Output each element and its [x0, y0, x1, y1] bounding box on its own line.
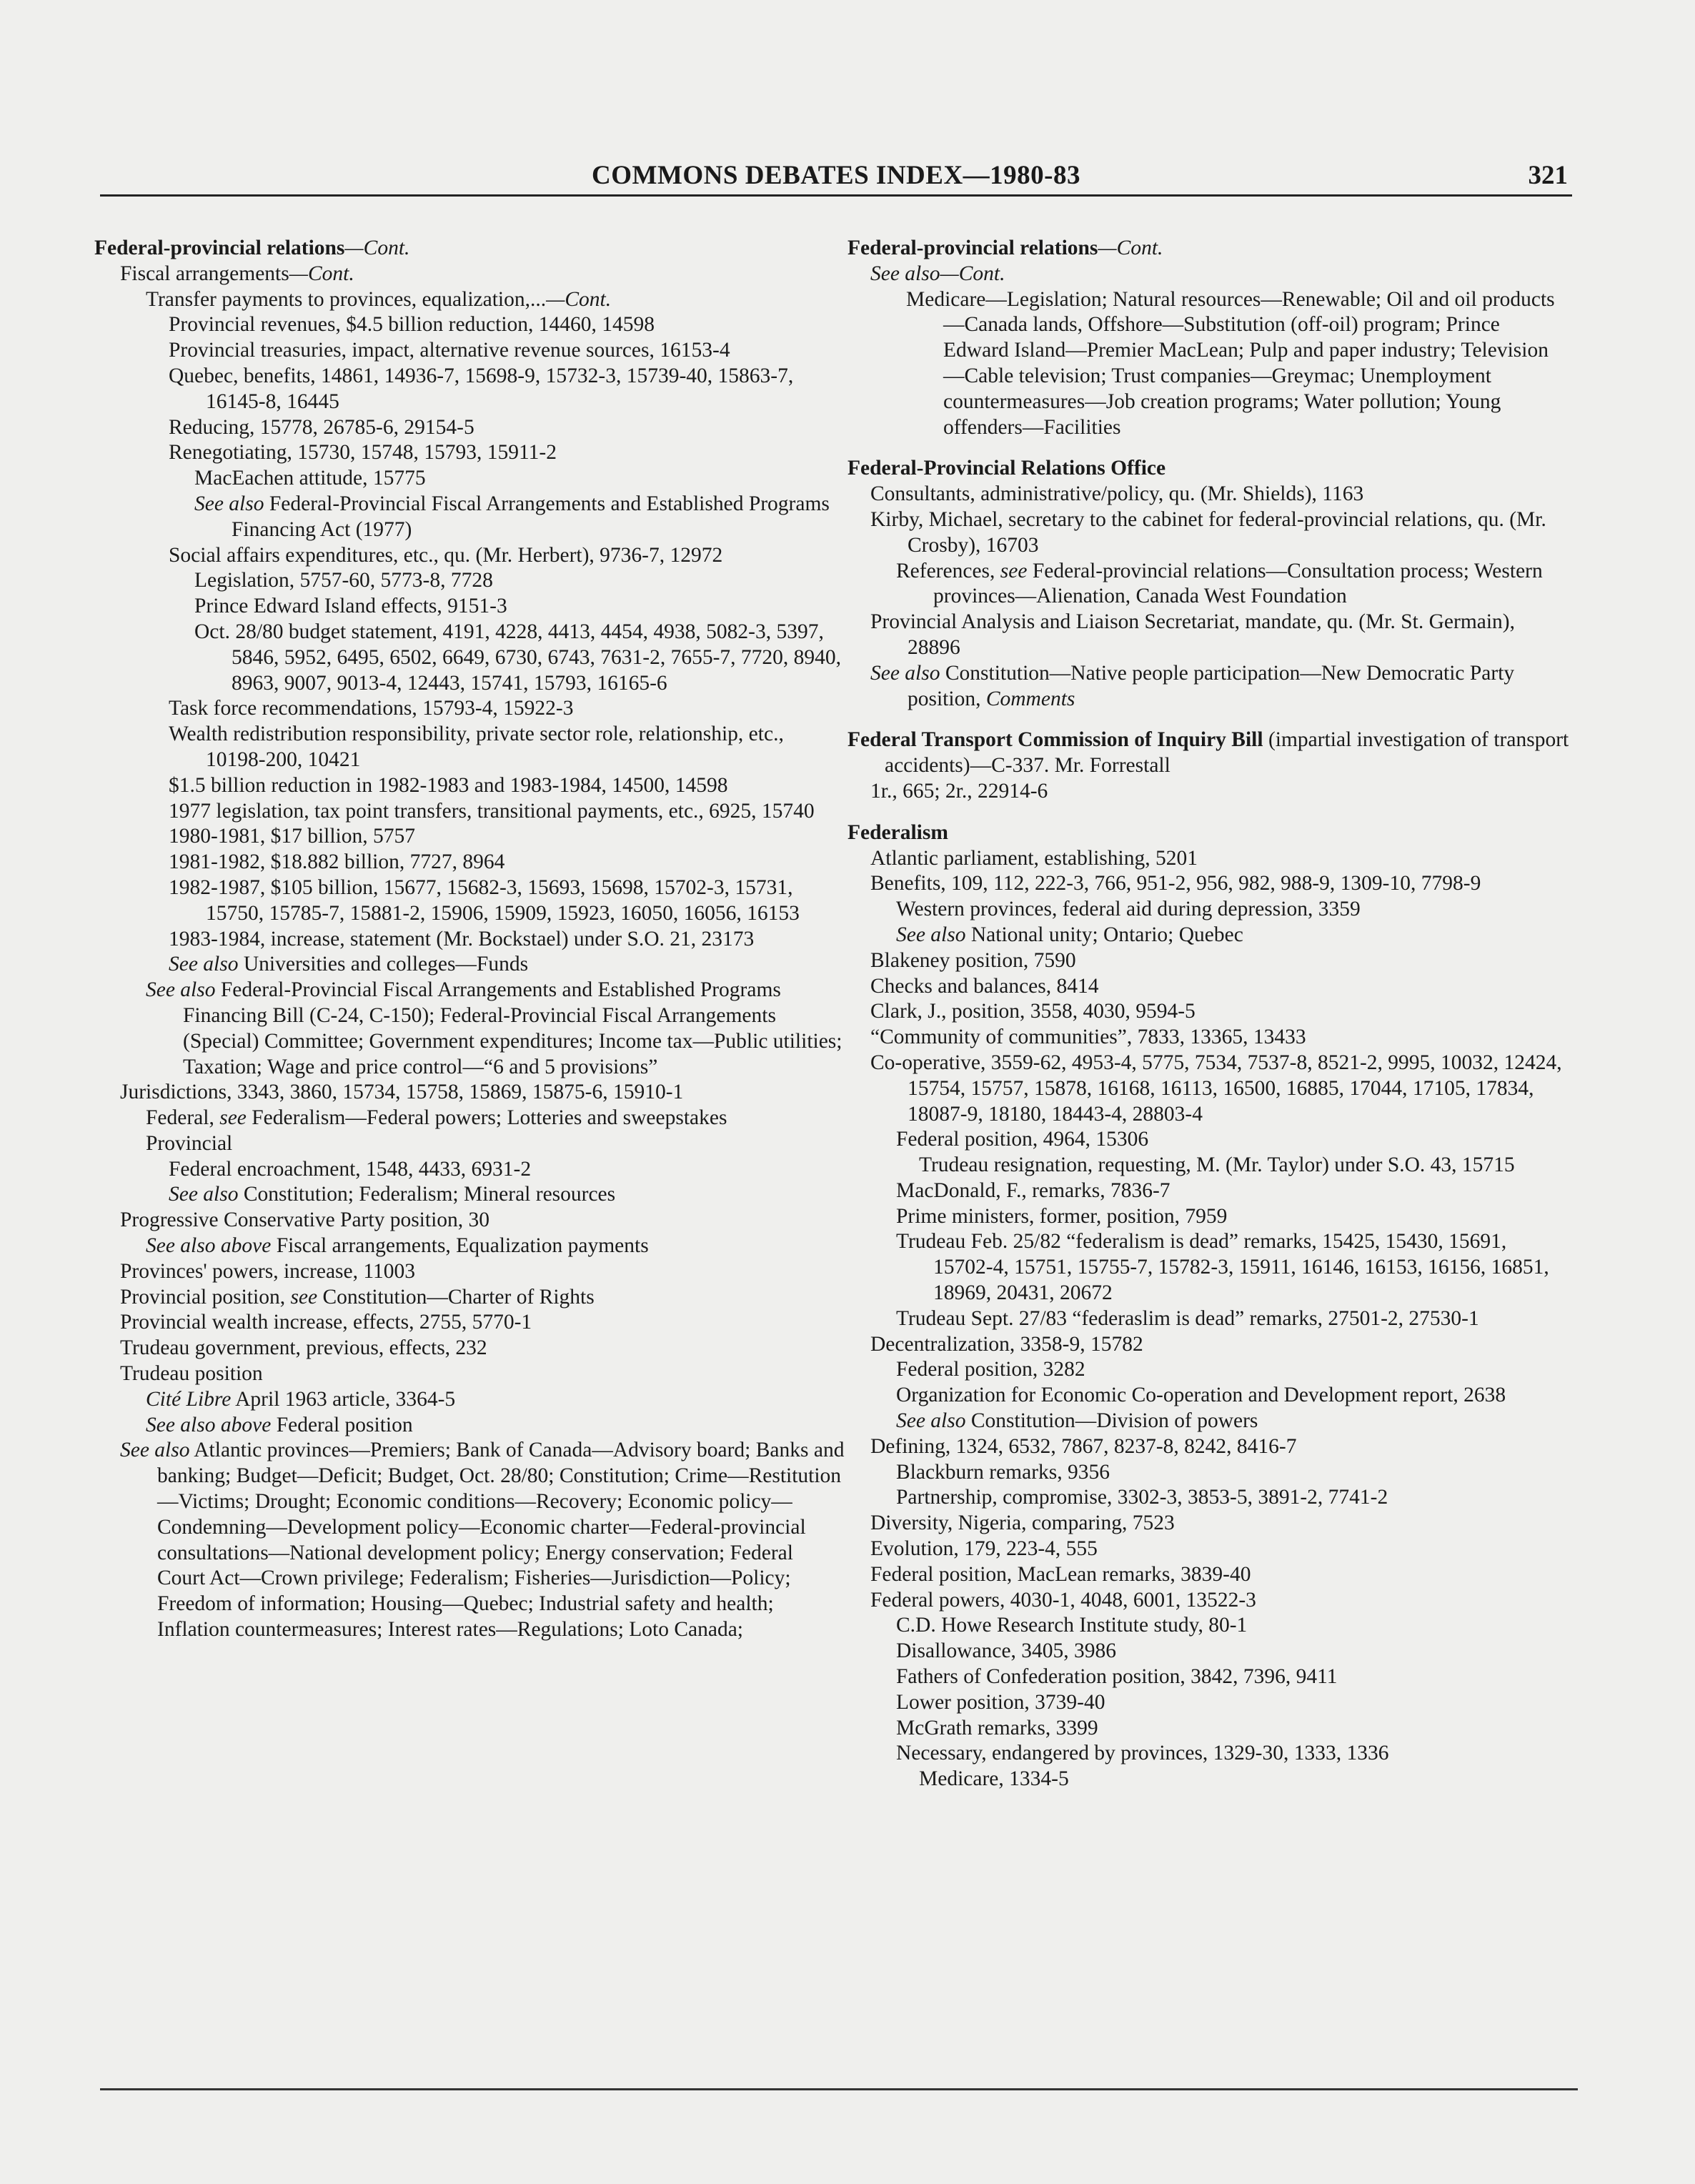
entry-text: Federal position [271, 1413, 413, 1436]
index-entry [94, 466, 845, 492]
heading-text: Federal-provincial relations [94, 237, 345, 259]
index-entry [848, 1357, 1569, 1383]
index-entry [848, 1639, 1569, 1664]
entry-text: Medicare—Legislation; Natural resources—Renewable; Oil and oil products—Canada lands, Offshore—Substitution (off-oil) program; Prince Edward Island—Premier MacLean; Pulp and paper industry; Television—Cable television; Trust companies—Greymac; Unemployment countermeasures—Job creation programs; Water pollution; Young offenders—Facilities [906, 287, 1555, 439]
entry-text: Trudeau position [120, 1362, 263, 1386]
entry-text: Consultants, administrative/policy, qu. (Mr. Shields), 1163 [870, 482, 1364, 506]
footer-rule [100, 2088, 1578, 2090]
index-entry [848, 1434, 1569, 1460]
index-entry [94, 722, 845, 773]
page-header [100, 159, 1572, 197]
entry-text: Partnership, compromise, 3302-3, 3853-5, 3891-2, 7741-2 [896, 1486, 1388, 1509]
entry-text: Federal-Provincial Fiscal Arrangements and Established Programs Financing Bill (C-24, C-150); Federal-Provincial Fiscal Arrangements (Special) Committee; Government expenditures; Income tax—Public utilities; Taxation; Wage and price control—“6 and 5 provisions” [183, 978, 842, 1078]
index-entry [848, 1562, 1569, 1588]
index-entry [94, 978, 845, 1080]
continued-label: —Cont. [940, 262, 1005, 285]
index-entry [94, 1361, 845, 1387]
entry-text: Provincial wealth increase, effects, 2755, 5770-1 [120, 1311, 532, 1334]
index-entry [94, 1259, 845, 1285]
cross-ref-label: See also [870, 262, 940, 285]
entry-text: Constitution; Federalism; Mineral resources [238, 1183, 616, 1206]
cross-ref-label: See also [896, 1409, 966, 1433]
entry-text: C.D. Howe Research Institute study, 80-1 [896, 1614, 1248, 1637]
entry-text: Kirby, Michael, secretary to the cabinet for federal-provincial relations, qu. (Mr. Crosby), 16703 [870, 507, 1546, 557]
index-entry [848, 1588, 1569, 1614]
entry-text: Oct. 28/80 budget statement, 4191, 4228, 4413, 4454, 4938, 5082-3, 5397, 5846, 5952, 6495, 6502, 6649, 6730, 6743, 7631-2, 7655-7, 7720, 8940, 8963, 9007, 9013-4, 12443, 15741, 15793, 16165-6 [194, 620, 842, 695]
index-entry [94, 287, 845, 313]
entry-text: Legislation, 5757-60, 5773-8, 7728 [194, 569, 493, 592]
index-entry [94, 799, 845, 825]
cross-ref-label: See also [169, 953, 239, 976]
entry-text: National unity; Ontario; Quebec [965, 923, 1243, 946]
entry-text: Provincial position, [120, 1285, 291, 1309]
index-entry [848, 287, 1569, 441]
entry-text: Task force recommendations, 15793-4, 15922-3 [169, 697, 574, 720]
cross-ref-label: See also above [146, 1234, 272, 1258]
index-heading [848, 236, 1569, 262]
index-entry [848, 1409, 1569, 1434]
heading-text: Federalism [848, 820, 948, 844]
continued-label: —Cont. [1098, 237, 1163, 259]
index-entry [848, 871, 1569, 897]
entry-text: Social affairs expenditures, etc., qu. (Mr. Herbert), 9736-7, 12972 [169, 543, 723, 567]
italic-ref: Comments [985, 687, 1075, 710]
entry-text: Blackburn remarks, 9356 [896, 1460, 1110, 1484]
index-entry [94, 364, 845, 415]
index-entry [94, 568, 845, 594]
entry-text: Federal position, MacLean remarks, 3839-40 [870, 1562, 1251, 1586]
entry-text-cont: (impartial investigation of transport accidents)—C-337. Mr. Forrestall [885, 728, 1569, 778]
entry-text: Progressive Conservative Party position, 30 [120, 1208, 490, 1232]
see-label: see [1000, 559, 1028, 582]
cross-ref-label: Cité Libre [146, 1387, 232, 1411]
entry-text-cont: Constitution—Charter of Rights [317, 1285, 595, 1309]
heading-text: Federal-provincial relations [848, 237, 1098, 259]
entry-text: Fiscal arrangements, Equalization payments [271, 1234, 649, 1258]
page-number: 321 [1528, 161, 1568, 190]
index-entry [848, 1767, 1569, 1792]
index-entry [848, 610, 1569, 661]
index-entry [94, 1208, 845, 1234]
entry-text: Clark, J., position, 3558, 4030, 9594-5 [870, 1000, 1196, 1023]
continued-label: —Cont. [289, 262, 354, 285]
index-entry [848, 559, 1569, 610]
index-entry [94, 1234, 845, 1259]
index-entry [848, 1690, 1569, 1716]
see-label: see [290, 1285, 318, 1309]
see-label: see [219, 1106, 247, 1130]
entry-text: Diversity, Nigeria, comparing, 7523 [870, 1512, 1175, 1535]
entry-text: Decentralization, 3358-9, 15782 [870, 1332, 1143, 1356]
entry-text: Atlantic parliament, establishing, 5201 [870, 846, 1198, 870]
entry-text: Organization for Economic Co-operation and Development report, 2638 [896, 1384, 1506, 1407]
entry-text: 1982-1987, $105 billion, 15677, 15682-3, 15693, 15698, 15702-3, 15731, 15750, 15785-7, 15881-2, 15906, 15909, 15923, 16050, 16056, 16153 [169, 875, 800, 925]
index-heading [848, 456, 1569, 482]
entry-text: Trudeau government, previous, effects, 232 [120, 1336, 487, 1360]
index-entry [94, 1106, 845, 1131]
entry-text: Trudeau resignation, requesting, M. (Mr. Taylor) under S.O. 43, 15715 [919, 1153, 1515, 1177]
entry-text: Benefits, 109, 112, 222-3, 766, 951-2, 956, 982, 988-9, 1309-10, 7798-9 [870, 872, 1481, 895]
entry-text: Transfer payments to provinces, equalization,... [146, 287, 547, 311]
index-entry [848, 1178, 1569, 1204]
entry-text: Federal position, 3282 [896, 1358, 1085, 1381]
entry-text: Provincial [146, 1131, 233, 1155]
entry-text: Wealth redistribution responsibility, private sector role, relationship, etc., 10198-200, 10421 [169, 723, 784, 771]
entry-text: Provincial treasuries, impact, alternative revenue sources, 16153-4 [169, 339, 730, 362]
entry-text: 1r., 665; 2r., 22914-6 [870, 779, 1048, 803]
running-title: COMMONS DEBATES INDEX—1980-83 [592, 161, 1080, 190]
cross-ref-label: See also [169, 1183, 239, 1206]
index-entry [94, 440, 845, 466]
entry-text: References, [896, 559, 1000, 582]
entry-text: Provincial revenues, $4.5 billion reduction, 14460, 14598 [169, 313, 655, 337]
index-heading [94, 236, 845, 262]
index-entry [848, 846, 1569, 872]
entry-text: Blakeney position, 7590 [870, 948, 1076, 972]
entry-text: Medicare, 1334-5 [919, 1767, 1069, 1791]
index-entry [848, 661, 1569, 713]
index-entry [848, 1613, 1569, 1639]
index-entry [94, 927, 845, 953]
index-entry [94, 773, 845, 799]
entry-text: Trudeau Feb. 25/82 “federalism is dead” remarks, 15425, 15430, 15691, 15702-4, 15751, 15755-7, 15782-3, 15911, 16146, 16153, 16156, 16851, 18969, 20431, 20672 [896, 1230, 1549, 1305]
entry-text: Quebec, benefits, 14861, 14936-7, 15698-9, 15732-3, 15739-40, 15863-7, 16145-8, 16445 [169, 364, 794, 413]
index-entry [94, 338, 845, 364]
index-entry [94, 696, 845, 722]
index-entry [94, 1413, 845, 1439]
index-heading [848, 820, 1569, 846]
index-entry [848, 923, 1569, 948]
entry-text: Disallowance, 3405, 3986 [896, 1639, 1117, 1663]
entry-text: Federal-Provincial Fiscal Arrangements and Established Programs Financing Act (1977) [232, 492, 830, 541]
entry-text: Federal, [146, 1106, 220, 1130]
index-entry [94, 1080, 845, 1106]
index-entry [848, 1460, 1569, 1486]
entry-text: Federal position, 4964, 15306 [896, 1128, 1149, 1151]
index-entry [94, 850, 845, 875]
index-entry [848, 1127, 1569, 1153]
index-entry [848, 507, 1569, 559]
cross-ref-label: See also [194, 492, 264, 515]
entry-text: Reducing, 15778, 26785-6, 29154-5 [169, 415, 474, 439]
continued-label: —Cont. [344, 237, 410, 259]
index-entry [848, 1306, 1569, 1332]
index-entry [848, 1153, 1569, 1178]
index-entry [848, 779, 1569, 805]
entry-text: Fathers of Confederation position, 3842, 7396, 9411 [896, 1665, 1338, 1689]
entry-text: Evolution, 179, 223-4, 555 [870, 1537, 1098, 1561]
entry-text: Provinces' powers, increase, 11003 [120, 1259, 416, 1283]
entry-text: Necessary, endangered by provinces, 1329-30, 1333, 1336 [896, 1742, 1389, 1765]
index-entry [94, 1182, 845, 1208]
index-entry [94, 620, 845, 696]
entry-text: April 1963 article, 3364-5 [231, 1387, 456, 1411]
entry-text: Atlantic provinces—Premiers; Bank of Canada—Advisory board; Banks and banking; Budget—Deficit; Budget, Oct. 28/80; Constitution; Crime—Restitution—Victims; Drought; Economic conditions—Recovery; Economic policy—Condemning—Development policy—Economic charter—Federal-provincial consultations—National development policy; Energy conservation; Federal Court Act—Crown privilege; Federalism; Fisheries—Jurisdiction—Policy; Freedom of information; Housing—Quebec; Industrial safety and health; Inflation countermeasures; Interest rates—Regulations; Loto Canada; [157, 1439, 845, 1642]
index-entry [848, 482, 1569, 507]
entry-text: 1981-1982, $18.882 billion, 7727, 8964 [169, 850, 505, 874]
index-entry [848, 974, 1569, 1000]
cross-ref-label: See also [146, 978, 216, 1002]
entry-text: 1983-1984, increase, statement (Mr. Bockstael) under S.O. 21, 23173 [169, 927, 755, 950]
entry-text: Western provinces, federal aid during depression, 3359 [896, 898, 1361, 921]
index-entry [94, 1157, 845, 1183]
index-entry [848, 1051, 1569, 1127]
entry-text: Federal encroachment, 1548, 4433, 6931-2 [169, 1157, 532, 1181]
index-entry [848, 999, 1569, 1025]
index-entry [848, 1485, 1569, 1511]
index-entry [94, 1387, 845, 1413]
index-entry [848, 1229, 1569, 1306]
entry-text: Prince Edward Island effects, 9151-3 [194, 595, 507, 618]
entry-text: 1977 legislation, tax point transfers, transitional payments, etc., 6925, 15740 [169, 799, 815, 823]
entry-text: Renegotiating, 15730, 15748, 15793, 15911-2 [169, 441, 557, 465]
cross-ref-label: See also [896, 923, 966, 946]
entry-text-cont: Federalism—Federal powers; Lotteries and sweepstakes [246, 1106, 727, 1130]
index-entry [94, 415, 845, 441]
index-entry [848, 1332, 1569, 1358]
index-entry [848, 1511, 1569, 1537]
index-entry [94, 1131, 845, 1157]
entry-text: Defining, 1324, 6532, 7867, 8237-8, 8242, 8416-7 [870, 1434, 1297, 1458]
entry-text: Trudeau Sept. 27/83 “federaslim is dead” remarks, 27501-2, 27530-1 [896, 1306, 1479, 1330]
entry-text: “Community of communities”, 7833, 13365, 13433 [870, 1026, 1306, 1049]
entry-text: Provincial Analysis and Liaison Secretariat, mandate, qu. (Mr. St. Germain), 28896 [870, 610, 1515, 659]
index-entry [94, 1285, 845, 1311]
entry-text: Constitution—Native people participation—New Democratic Party position, [908, 661, 1515, 710]
index-heading [848, 728, 1569, 779]
index-entry [848, 1664, 1569, 1690]
index-entry [848, 1383, 1569, 1409]
entry-text: MacEachen attitude, 15775 [194, 467, 426, 490]
entry-text: Universities and colleges—Funds [238, 953, 529, 976]
index-entry [94, 1310, 845, 1336]
index-entry [94, 312, 845, 338]
right-column [848, 236, 1569, 1792]
entry-text: Fiscal arrangements [120, 262, 289, 285]
entry-text: Lower position, 3739-40 [896, 1690, 1105, 1714]
entry-text: Federal powers, 4030-1, 4048, 6001, 13522-3 [870, 1588, 1256, 1612]
entry-text: Co-operative, 3559-62, 4953-4, 5775, 7534, 7537-8, 8521-2, 9995, 10032, 12424, 15754, 15757, 15878, 16168, 16113, 16500, 16885, 17044, 17105, 17834, 18087-9, 18180, 18443-4, 28803-4 [870, 1051, 1562, 1126]
left-column [94, 236, 845, 1643]
index-entry [94, 952, 845, 978]
entry-text: Checks and balances, 8414 [870, 974, 1099, 998]
cross-ref-label: See also [120, 1439, 190, 1462]
entry-text: McGrath remarks, 3399 [896, 1716, 1098, 1739]
index-entry [848, 1537, 1569, 1562]
index-entry [848, 262, 1569, 287]
entry-text: MacDonald, F., remarks, 7836-7 [896, 1178, 1170, 1202]
index-entry [848, 1204, 1569, 1230]
index-entry [848, 1716, 1569, 1742]
index-entry [94, 1336, 845, 1361]
index-entry [848, 897, 1569, 923]
entry-text: Jurisdictions, 3343, 3860, 15734, 15758, 15869, 15875-6, 15910-1 [120, 1081, 684, 1104]
continued-label: —Cont. [546, 287, 612, 311]
index-entry [94, 262, 845, 287]
entry-text: Prime ministers, former, position, 7959 [896, 1204, 1228, 1228]
index-entry [94, 543, 845, 569]
cross-ref-label: See also [870, 661, 940, 685]
index-entry [94, 875, 845, 927]
index-entry [94, 492, 845, 543]
entry-text: Constitution—Division of powers [965, 1409, 1258, 1433]
heading-text: Federal Transport Commission of Inquiry Bill [848, 728, 1263, 752]
entry-text: 1980-1981, $17 billion, 5757 [169, 825, 415, 848]
index-entry [94, 1438, 845, 1642]
index-entry [848, 948, 1569, 974]
cross-ref-label: See also above [146, 1413, 272, 1436]
index-entry [94, 824, 845, 850]
index-entry [94, 594, 845, 620]
heading-text: Federal-Provincial Relations Office [848, 457, 1166, 480]
entry-text: $1.5 billion reduction in 1982-1983 and 1983-1984, 14500, 14598 [169, 773, 728, 797]
entry-text-cont: Federal-provincial relations—Consultation process; Western provinces—Alienation, Canada West Foundation [933, 559, 1543, 608]
index-entry [848, 1741, 1569, 1767]
index-entry [848, 1025, 1569, 1051]
